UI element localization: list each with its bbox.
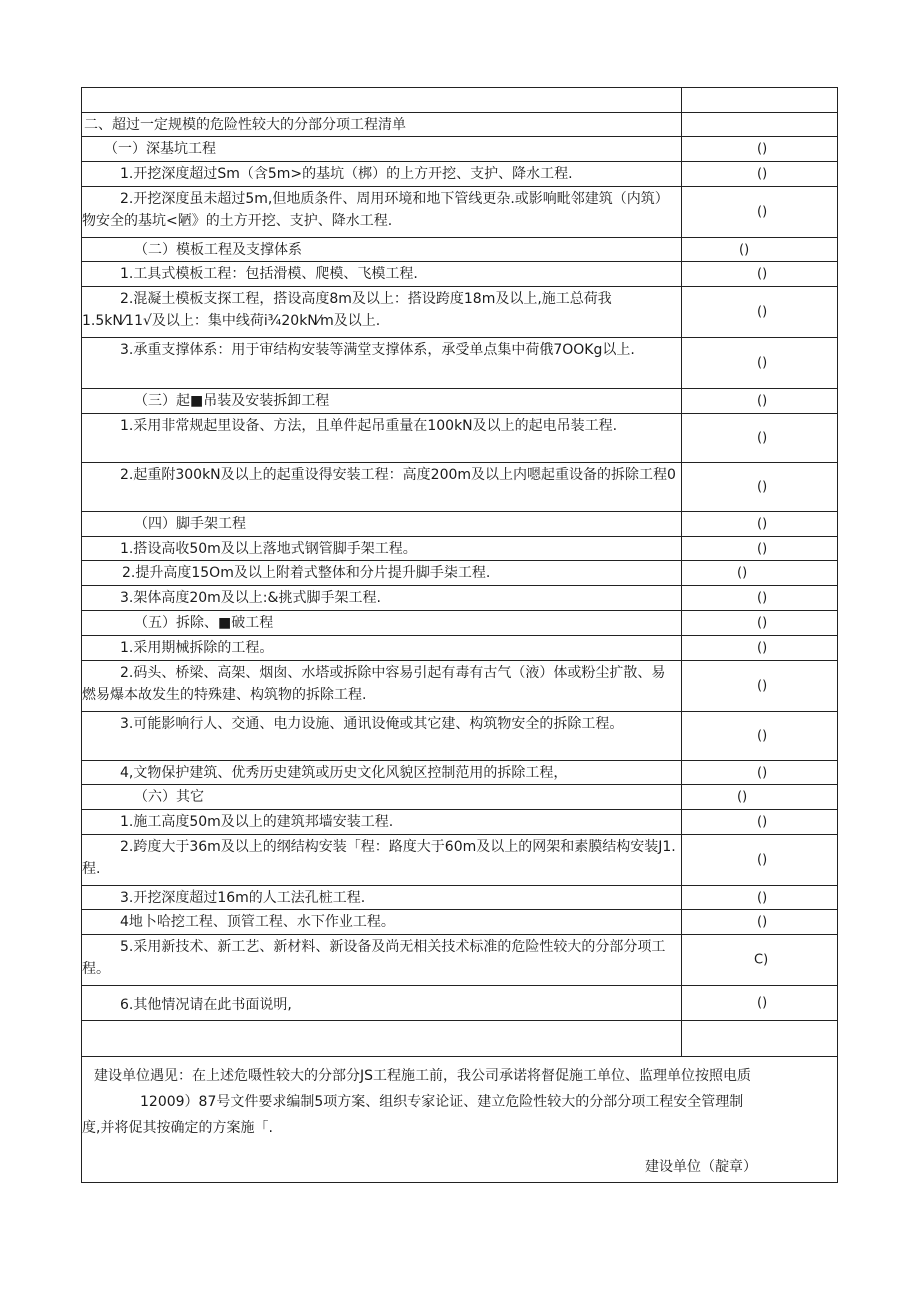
table-row: [82, 238, 837, 262]
item-text: 2.提升高度15Om及以上附着式整体和分片提升脚手柒工程.: [82, 561, 682, 585]
item-text: 5.采用新技术、新工艺、新材料、新设备及尚无相关技术标准的危险性较大的分部分项工程。: [82, 935, 682, 985]
table-row: [82, 886, 837, 910]
check-mark[interactable]: (): [737, 789, 748, 805]
check-mark[interactable]: (): [757, 430, 768, 446]
table-row: [82, 187, 837, 238]
section-mark-cell: [682, 113, 837, 136]
checklist-table: [81, 87, 838, 1183]
item-text: 1.工具式模板工程：包括滑模、爬模、飞模工程.: [82, 262, 682, 286]
check-mark[interactable]: (): [757, 355, 768, 371]
table-row: [82, 586, 837, 611]
signature-label: 建设单位（靛章）: [645, 1159, 757, 1175]
item-text: 3.可能影响行人、交通、电力设施、通讯设俺或其它建、构筑物安全的拆除工程。: [82, 712, 682, 760]
check-mark[interactable]: (): [757, 728, 768, 744]
check-mark[interactable]: (): [757, 814, 768, 830]
group-heading: （四）脚手架工程: [82, 512, 682, 536]
table-row: [82, 910, 837, 935]
table-row: [82, 287, 837, 338]
check-mark[interactable]: (): [757, 590, 768, 606]
check-mark[interactable]: (): [757, 204, 768, 220]
table-row: [82, 761, 837, 785]
opinion-line-2: 12009）87号文件要求编制5项方案、组织专家论证、建立危险性较大的分部分项工程安全管理制: [140, 1094, 744, 1110]
table-row: [82, 389, 837, 414]
blank-cell: [82, 1021, 682, 1056]
check-mark[interactable]: (): [757, 266, 768, 282]
check-mark[interactable]: (): [757, 479, 768, 495]
check-mark[interactable]: (): [757, 141, 768, 157]
check-mark[interactable]: (): [757, 615, 768, 631]
opinion-line-3: 度,并将促其按确定的方案施「.: [82, 1120, 273, 1136]
check-mark[interactable]: (): [757, 166, 768, 182]
item-text: 1.采用期械拆除的工程。: [82, 636, 682, 660]
opinion-line-1: 建设单位遇见：在上述危嗫性较大的分部分JS工程施工前，我公司承诺将督促施工单位、监理单位按照电质: [94, 1068, 752, 1084]
check-mark[interactable]: (): [757, 765, 768, 780]
check-mark[interactable]: (): [737, 565, 748, 581]
check-mark[interactable]: (): [757, 995, 768, 1011]
table-row: [82, 512, 837, 537]
table-row: [82, 262, 837, 287]
table-row: [82, 137, 837, 162]
blank-mark-cell: [682, 88, 837, 112]
table-row: [82, 835, 837, 886]
item-text: 1.采用非常规起里设备、方法，且单件起吊重量在100kN及以上的起电吊装工程.: [82, 414, 682, 462]
table-row: [82, 463, 837, 512]
item-text: 1.搭设高收50m及以上落地式钢管脚手架工程。: [82, 537, 682, 560]
opinion-section: [82, 1057, 837, 1182]
check-mark[interactable]: (): [739, 242, 750, 257]
check-mark[interactable]: (): [757, 678, 768, 694]
item-text: 2.开挖深度虽未超过5m,但地质条件、周用环境和地下管线更杂.或影响毗邻建筑（内筑）物安全的基坑<陋》的土方开挖、支护、降水工程.: [82, 187, 682, 237]
item-text: 2.跨度大于36m及以上的纲结构安装「程：路度大于60m及以上的网架和素膜结构安装J1.程.: [82, 835, 682, 885]
group-heading: （六）其它: [82, 785, 682, 809]
check-mark[interactable]: (): [757, 890, 768, 905]
item-text: 1.开挖深度超过Sm（含5m>的基坑（梆）的上方开挖、支护、降水工程.: [82, 162, 682, 186]
item-text: 3.承重支撑体系：用于审结构安装等满堂支撑体系，承受单点集中荷俄7OOKg以上.: [82, 338, 682, 388]
item-text: 6.其他情况请在此书面说明,: [82, 986, 682, 1020]
table-row: [82, 785, 837, 810]
table-row: [82, 712, 837, 761]
check-mark[interactable]: (): [757, 541, 768, 556]
section-title: 二、超过一定规模的危险性较大的分部分项工程清单: [82, 113, 682, 136]
table-row: [82, 661, 837, 712]
blank-mark-cell: [682, 1021, 837, 1056]
item-text: 4地卜哈挖工程、顶管工程、水下作业工程。: [82, 910, 682, 934]
group-heading: （二）模板工程及支撑体系: [82, 238, 682, 261]
table-row-blank-top: [82, 88, 837, 113]
item-text: 3.开挖深度超过16m的人工法孔桩工程.: [82, 886, 682, 909]
group-heading: （五）拆除、■破工程: [82, 611, 682, 635]
table-row: [82, 810, 837, 835]
blank-cell: [82, 88, 682, 112]
table-row: [82, 611, 837, 636]
item-text: 2.混凝土模板支探工程，搭设高度8m及以上：搭设跨度18m及以上,施工总荷我1.5kN⁄11√及以上：集中线荷i¾20kN⁄m及以上.: [82, 287, 682, 337]
group-heading: （三）起■吊装及安装拆卸工程: [82, 389, 682, 413]
table-row: [82, 414, 837, 463]
check-mark[interactable]: (): [757, 304, 768, 320]
table-row: [82, 986, 837, 1021]
check-mark[interactable]: (): [757, 516, 768, 532]
table-row: [82, 537, 837, 561]
item-text: 2.起重附300kN及以上的起重设得安装工程：高度200m及以上内嗯起重设备的拆除工程0: [82, 463, 682, 511]
item-text: 2.码头、桥梁、高架、烟囱、水塔或拆除中容易引起有毒有古气（液）体或粉尘扩散、易燃易爆本故发生的特殊建、构筑物的拆除工程.: [82, 661, 682, 711]
item-text: 4,文物保护建筑、优秀历史建筑或历史文化风貌区控制范用的拆除工程，: [82, 761, 682, 784]
item-text: 1.施工高度50m及以上的建筑邦墙安装工程.: [82, 810, 682, 834]
check-mark[interactable]: C): [754, 952, 769, 968]
table-row-blank: [82, 1021, 837, 1057]
check-mark[interactable]: (): [757, 640, 768, 656]
table-row: [82, 162, 837, 187]
item-text: 3.架体高度20m及以上:&挑式脚手架工程.: [82, 586, 682, 610]
group-heading: （一）深基坑工程: [82, 137, 682, 161]
table-row: [82, 561, 837, 586]
table-row: [82, 338, 837, 389]
check-mark[interactable]: (): [757, 914, 768, 930]
table-row: [82, 935, 837, 986]
check-mark[interactable]: (): [757, 852, 768, 868]
table-row-section-title: [82, 113, 837, 137]
table-row: [82, 636, 837, 661]
check-mark[interactable]: (): [757, 393, 768, 409]
